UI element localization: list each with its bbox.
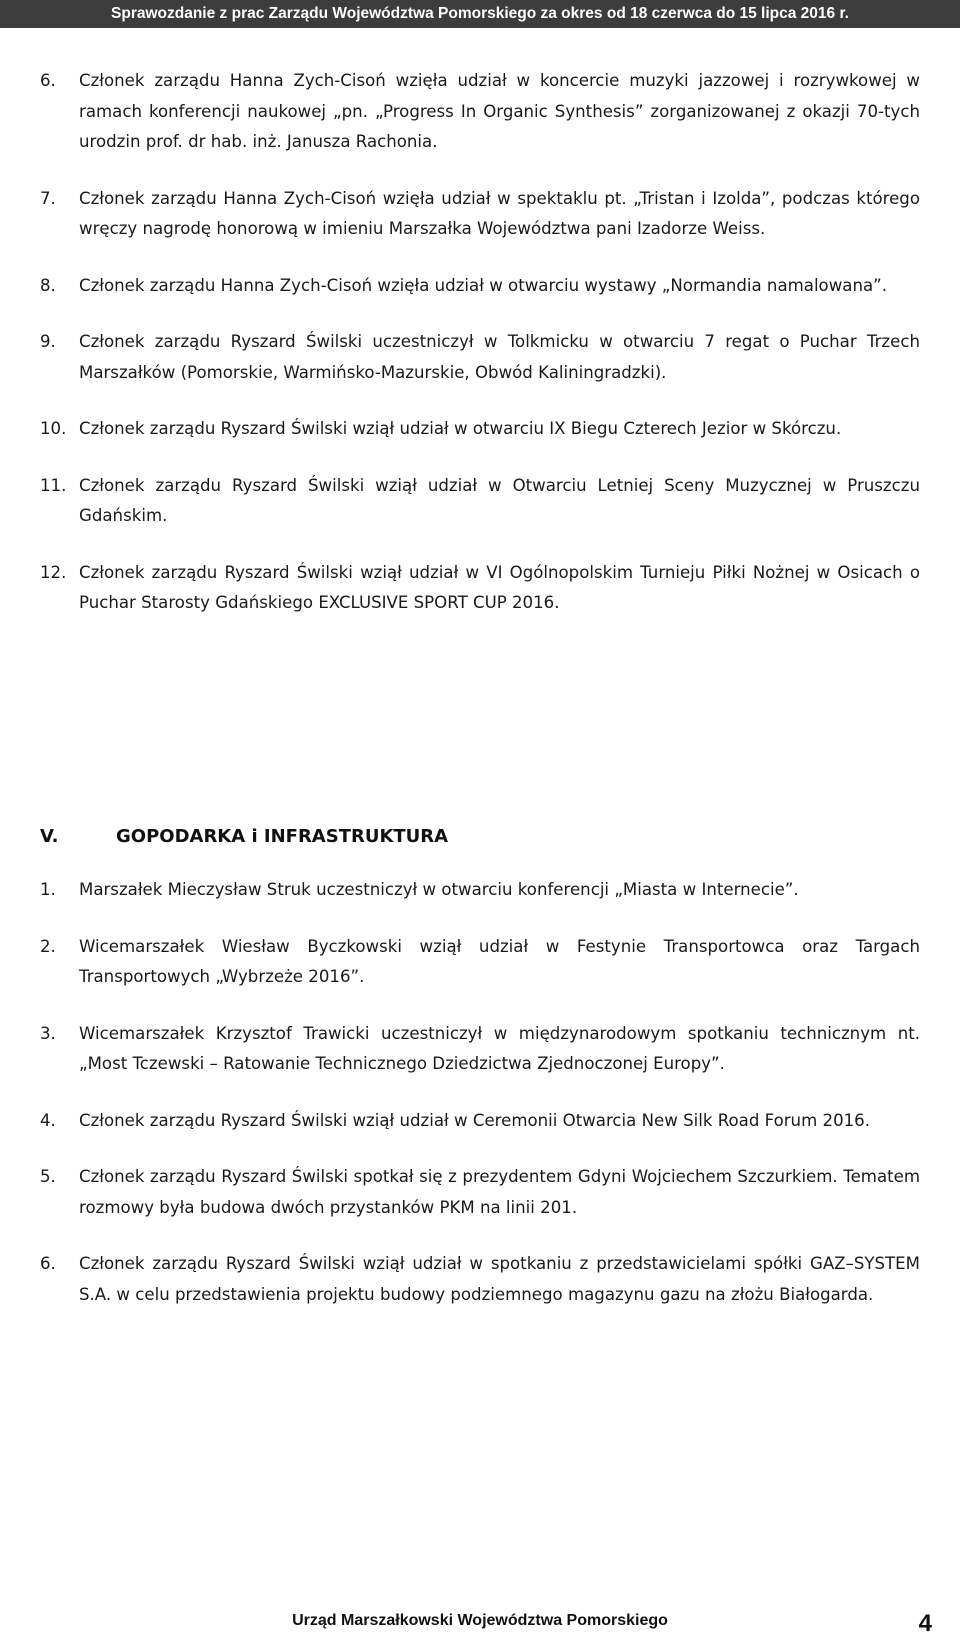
list-item-number: 11. [40,475,67,495]
section-heading [40,822,920,852]
document-header-title: Sprawozdanie z prac Zarządu Województwa Pomorskiego za okres od 18 czerwca do 15 lipca 2016 r. [111,5,849,22]
list-item-text: Członek zarządu Hanna Zych-Cisoń wzięła udział w spektaklu pt. „Tristan i Izolda”, podczas którego wręczy nagrodę honorową w imieniu Marszałka Województwa pani Izadorze Weiss. [79,188,920,238]
page-footer [0,1608,960,1638]
list-item-number: 4. [40,1110,56,1130]
list-item-text: Członek zarządu Ryszard Świlski uczestniczył w Tolkmicku w otwarciu 7 regat o Puchar Trzech Marszałków (Pomorskie, Warmińsko-Mazurskie, Obwód Kaliningradzki). [79,332,920,382]
list-item [40,1019,920,1080]
section-title: GOPODARKA i INFRASTRUKTURA [116,826,449,847]
list-item [40,327,920,388]
section-number: V. [40,826,59,847]
list-item-text: Członek zarządu Ryszard Świlski wziął udział w Ceremonii Otwarcia New Silk Road Forum 2016. [79,1110,871,1130]
list-item [40,1106,920,1137]
infrastructure-items-list [40,875,920,1310]
list-item-number: 2. [40,936,56,956]
report-list-continued [40,66,920,645]
page-number: 4 [918,1610,932,1637]
list-item [40,875,920,906]
list-item [40,932,920,993]
list-item-number: 8. [40,275,56,295]
list-item [40,184,920,245]
infrastructure-list-section [40,875,920,1336]
list-item-number: 6. [40,71,56,90]
list-item-number: 10. [40,419,67,438]
list-item [40,558,920,619]
list-item-text: Wicemarszałek Krzysztof Trawicki uczestniczył w międzynarodowym spotkaniu technicznym nt. „Most Tczewski – Ratowanie Technicznego Dziedzictwa Zjednoczonej Europy”. [79,1023,920,1073]
list-item [40,414,920,445]
document-header [0,0,960,28]
list-item-text: Marszałek Mieczysław Struk uczestniczył w otwarciu konferencji „Miasta w Internecie”. [79,880,799,899]
list-item [40,1162,920,1223]
list-item-text: Członek zarządu Hanna Zych-Cisoń wzięła udział w koncercie muzyki jazzowej i rozrywkowej w ramach konferencji naukowej „pn. „Progress In Organic Synthesis” zorganizowanej z okazji 70-tych urodzin prof. dr hab. inż. Janusza Rachonia. [79,71,920,151]
list-item [40,1249,920,1310]
list-item-text: Członek zarządu Ryszard Świlski wziął udział w VI Ogólnopolskim Turnieju Piłki Nożnej w Osicach o Puchar Starosty Gdańskiego EXCLUSIVE SPORT CUP 2016. [79,562,920,612]
list-item-text: Członek zarządu Ryszard Świlski wziął udział w Otwarciu Letniej Sceny Muzycznej w Pruszczu Gdańskim. [79,475,920,525]
list-item [40,66,920,158]
list-item-number: 1. [40,880,56,899]
report-items-list [40,66,920,619]
footer-organization: Urząd Marszałkowski Województwa Pomorskiego [292,1612,668,1629]
list-item [40,471,920,532]
list-item [40,271,920,302]
list-item-number: 12. [40,562,67,582]
list-item-text: Członek zarządu Ryszard Świlski spotkał się z prezydentem Gdyni Wojciechem Szczurkiem. Tematem rozmowy była budowa dwóch przystanków PKM na linii 201. [79,1167,920,1217]
list-item-text: Wicemarszałek Wiesław Byczkowski wziął udział w Festynie Transportowca oraz Targach Transportowych „Wybrzeże 2016”. [79,936,920,986]
list-item-number: 7. [40,188,56,208]
list-item-number: 5. [40,1167,56,1186]
list-item-number: 9. [40,332,56,351]
list-item-number: 6. [40,1254,56,1273]
list-item-text: Członek zarządu Ryszard Świlski wziął udział w spotkaniu z przedstawicielami spółki GAZ–SYSTEM S.A. w celu przedstawienia projektu budowy podziemnego magazynu gazu na złożu Białogarda. [79,1254,920,1304]
list-item-number: 3. [40,1023,56,1043]
list-item-text: Członek zarządu Hanna Zych-Cisoń wzięła udział w otwarciu wystawy „Normandia namalowana”. [79,275,888,295]
list-item-text: Członek zarządu Ryszard Świlski wziął udział w otwarciu IX Biegu Czterech Jezior w Skórczu. [79,419,842,438]
